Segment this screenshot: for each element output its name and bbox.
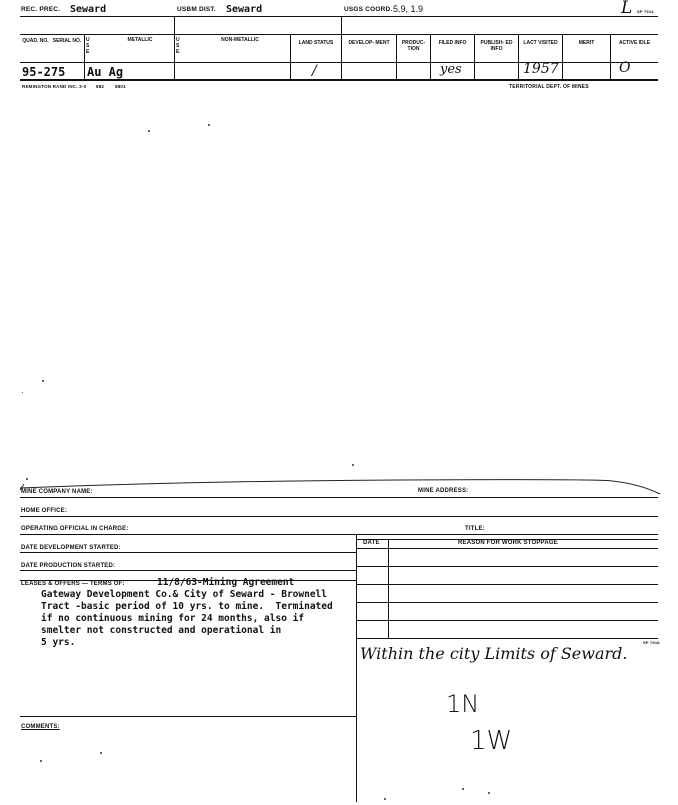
date-dev-started-label: DATE DEVELOPMENT STARTED: <box>21 545 121 551</box>
printer-code-b: 8801 <box>115 84 126 89</box>
usbm-dist-label: USBM DIST. <box>177 6 216 13</box>
handwritten-note: Within the city Limits of Seward. <box>360 644 628 663</box>
reason-column-label: REASON FOR WORK STOPPAGE <box>458 540 558 546</box>
col-land-status: LAND STATUS <box>298 40 334 46</box>
leases-first-line: 11/8/63-Mining Agreement <box>157 577 295 588</box>
col-merit: MERIT <box>578 40 595 46</box>
date-column-label: DATE <box>363 540 380 546</box>
col-development: DEVELOP- MENT <box>348 40 390 46</box>
hand-mark-1: 1N <box>446 690 480 718</box>
title-label: TITLE: <box>465 526 485 532</box>
record-filed-info: yes <box>440 62 462 77</box>
rec-prec-label: REC. PREC. <box>21 6 61 13</box>
col-serial-no: SERIAL NO. <box>52 38 82 44</box>
col-published-info: PUBLISH- ED INFO <box>480 40 513 52</box>
operating-official-label: OPERATING OFFICIAL IN CHARGE: <box>21 526 129 532</box>
col-filed-info: FILED INFO <box>438 40 467 46</box>
leases-body: Gateway Development Co.& City of Seward - Brownell Tract -basic period of 10 yrs. to mine. Terminated if no continuous mining for 24 months, also if smelter not constructed and operational in 5 yrs. <box>41 589 333 648</box>
mine-company-name-label: MINE COMPANY NAME: <box>21 489 93 495</box>
record-quad-serial: 95-275 <box>22 65 66 79</box>
rec-prec-value: Seward <box>70 4 107 15</box>
form-number-2: SP 7918 <box>643 640 660 645</box>
usgs-coord-label: USGS COORD. <box>344 6 393 13</box>
printer-code-a: 882 <box>96 84 105 89</box>
col-production: PRODUC- TION <box>401 40 426 52</box>
record-last-visited: 1957 <box>523 61 559 77</box>
leases-label: LEASES & OFFERS — TERMS OF: <box>21 581 125 587</box>
corner-mark: L <box>621 0 633 18</box>
comments-label: COMMENTS: <box>21 724 60 730</box>
home-office-label: HOME OFFICE: <box>21 508 68 514</box>
col-use-code: U S E <box>86 37 90 55</box>
col-active-idle: ACTIVE IDLE <box>618 40 651 46</box>
card-edge <box>0 468 678 498</box>
col-last-visited: LACT VISITED <box>523 40 558 46</box>
col-use-code-2: U S E <box>176 37 180 55</box>
col-metallic: METALLIC <box>127 37 153 43</box>
form-number: SP 7914 <box>637 9 654 14</box>
usbm-dist-value: Seward <box>226 4 263 15</box>
printer-imprint: REMINGTON RAND INC. 3-0 <box>22 84 87 89</box>
usgs-coord-value: 5.9, 1.9 <box>393 4 424 14</box>
col-quad-no: QUAD. NO. <box>22 38 49 44</box>
record-land-status: / <box>312 63 317 79</box>
date-prod-started-label: DATE PRODUCTION STARTED: <box>21 563 116 569</box>
record-metallic: Au Ag <box>87 65 124 79</box>
record-active-idle: O <box>619 60 631 76</box>
agency-imprint: TERRITORIAL DEPT. OF MINES <box>509 84 589 90</box>
col-non-metallic: NON-METALLIC <box>221 37 259 43</box>
mine-address-label: MINE ADDRESS: <box>418 488 469 494</box>
hand-mark-2: 1W <box>470 726 513 756</box>
